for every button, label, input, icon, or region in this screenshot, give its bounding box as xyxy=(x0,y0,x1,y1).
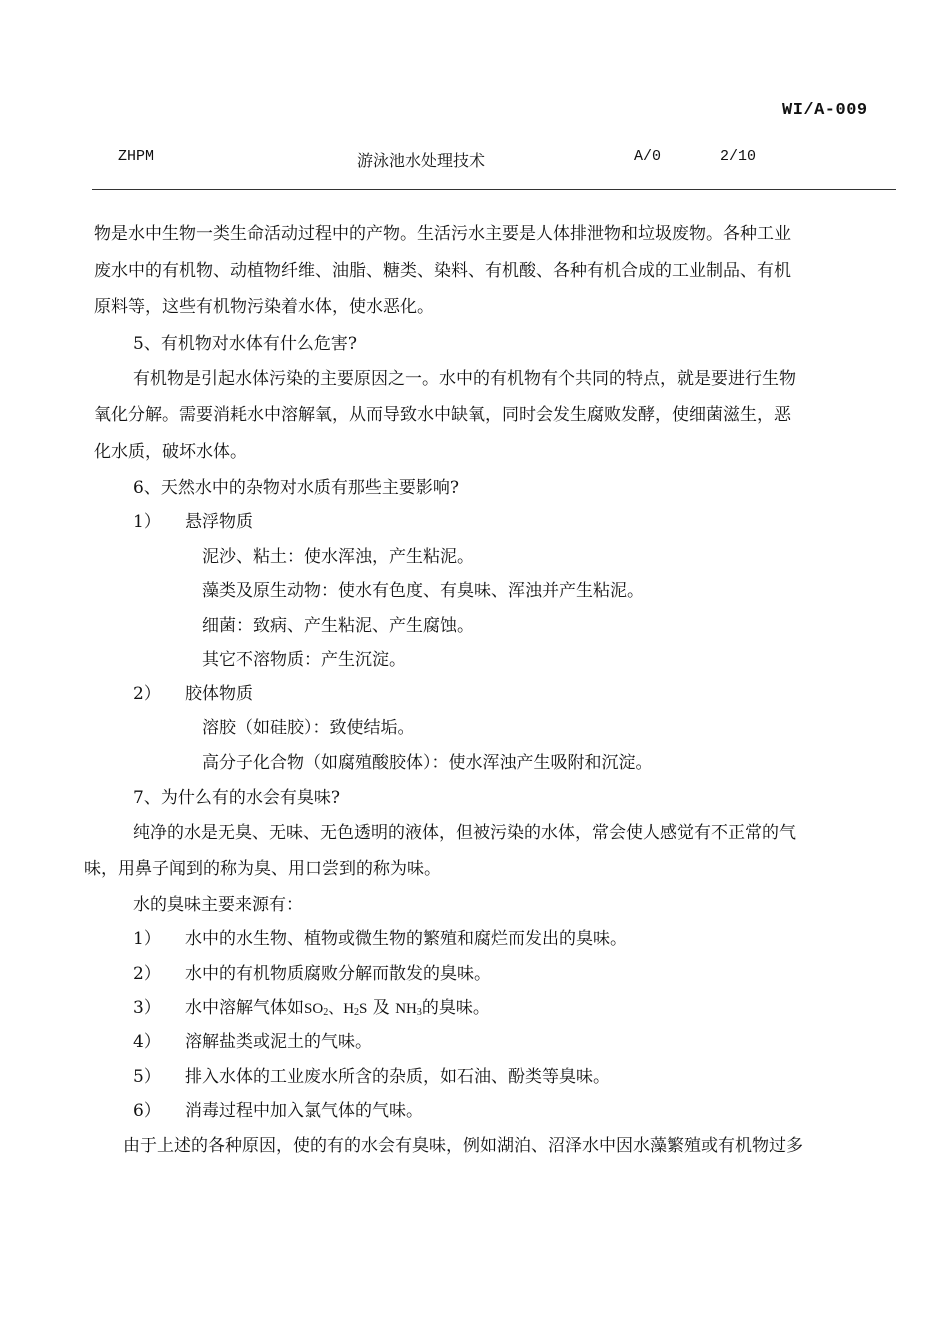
list-number: 1） xyxy=(133,512,161,532)
list-item xyxy=(133,510,253,534)
list-item xyxy=(133,996,490,1021)
question-heading: 6、天然水中的杂物对水质有那些主要影响? xyxy=(133,478,459,498)
paragraph-line: 味，用鼻子闻到的称为臭、用口尝到的称为味。 xyxy=(84,859,441,879)
document-code: WI/A-009 xyxy=(782,101,868,120)
paragraph-line: 由于上述的各种原因，使的有的水会有臭味，例如湖泊、沼泽水中因水藻繁殖或有机物过多 xyxy=(123,1136,803,1156)
page-number: 2/10 xyxy=(720,148,757,165)
list-item xyxy=(133,682,253,706)
list-item: 其它不溶物质：产生沉淀。 xyxy=(202,650,406,670)
question-heading: 5、有机物对水体有什么危害? xyxy=(133,334,357,354)
list-number: 2） xyxy=(133,964,161,984)
paragraph-line: 原料等，这些有机物污染着水体，使水恶化。 xyxy=(94,297,434,317)
paragraph-line: 水的臭味主要来源有： xyxy=(133,895,303,915)
list-number: 6） xyxy=(133,1101,161,1121)
list-item xyxy=(133,1030,372,1054)
list-item: 高分子化合物（如腐殖酸胶体）：使水浑浊产生吸附和沉淀。 xyxy=(202,753,653,773)
paragraph-line: 氧化分解。需要消耗水中溶解氧，从而导致水中缺氧，同时会发生腐败发酵，使细菌滋生，恶 xyxy=(94,405,791,425)
list-item xyxy=(133,1065,610,1089)
list-item: 溶胶（如硅胶）：致使结垢。 xyxy=(202,718,415,738)
list-number: 4） xyxy=(133,1032,161,1052)
list-number: 1） xyxy=(133,929,161,949)
formula-nh3: $NH_3$ xyxy=(395,1001,422,1018)
separator: 、 xyxy=(328,1001,344,1017)
subsection-title: 胶体物质 xyxy=(185,684,253,704)
formula-h2s: $H_2S$ xyxy=(343,1001,368,1018)
list-number: 2） xyxy=(133,684,161,704)
paragraph-line: 化水质，破坏水体。 xyxy=(94,442,247,462)
paragraph-line: 有机物是引起水体污染的主要原因之一。水中的有机物有个共同的特点，就是要进行生物 xyxy=(133,369,796,389)
formula-so2: $SO_2$ xyxy=(304,1001,329,1018)
list-item xyxy=(133,927,627,951)
company-code: ZHPM xyxy=(118,148,155,165)
list-text: 排入水体的工业废水所含的杂质，如石油、酚类等臭味。 xyxy=(185,1067,610,1087)
list-item xyxy=(133,962,491,986)
subsection-title: 悬浮物质 xyxy=(185,512,253,532)
list-text: 水中溶解气体如 xyxy=(185,998,304,1018)
list-number: 5） xyxy=(133,1067,161,1087)
list-text: 水中的有机物质腐败分解而散发的臭味。 xyxy=(185,964,491,984)
list-text: 溶解盐类或泥土的气味。 xyxy=(185,1032,372,1052)
list-item: 藻类及原生动物：使水有色度、有臭味、浑浊并产生粘泥。 xyxy=(202,581,644,601)
list-item xyxy=(133,1099,423,1123)
paragraph-line: 纯净的水是无臭、无味、无色透明的液体，但被污染的水体，常会使人感觉有不正常的气 xyxy=(133,823,796,843)
list-item: 泥沙、粘土：使水浑浊，产生粘泥。 xyxy=(202,547,474,567)
list-text: 水中的水生物、植物或微生物的繁殖和腐烂而发出的臭味。 xyxy=(185,929,627,949)
list-text: 的臭味。 xyxy=(421,998,490,1018)
list-item: 细菌：致病、产生粘泥、产生腐蚀。 xyxy=(202,616,474,636)
version-number: A/0 xyxy=(634,148,662,165)
list-number: 3） xyxy=(133,998,161,1018)
paragraph-line: 废水中的有机物、动植物纤维、油脂、糖类、染料、有机酸、各种有机合成的工业制品、有机 xyxy=(94,261,791,281)
list-text: 消毒过程中加入氯气体的气味。 xyxy=(185,1101,423,1121)
paragraph-line: 物是水中生物一类生命活动过程中的产物。生活污水主要是人体排泄物和垃圾废物。各种工业 xyxy=(94,224,791,244)
conjunction: 及 xyxy=(367,998,396,1018)
header-divider xyxy=(92,189,896,190)
document-title: 游泳池水处理技术 xyxy=(357,151,486,170)
question-heading: 7、为什么有的水会有臭味? xyxy=(133,788,340,808)
